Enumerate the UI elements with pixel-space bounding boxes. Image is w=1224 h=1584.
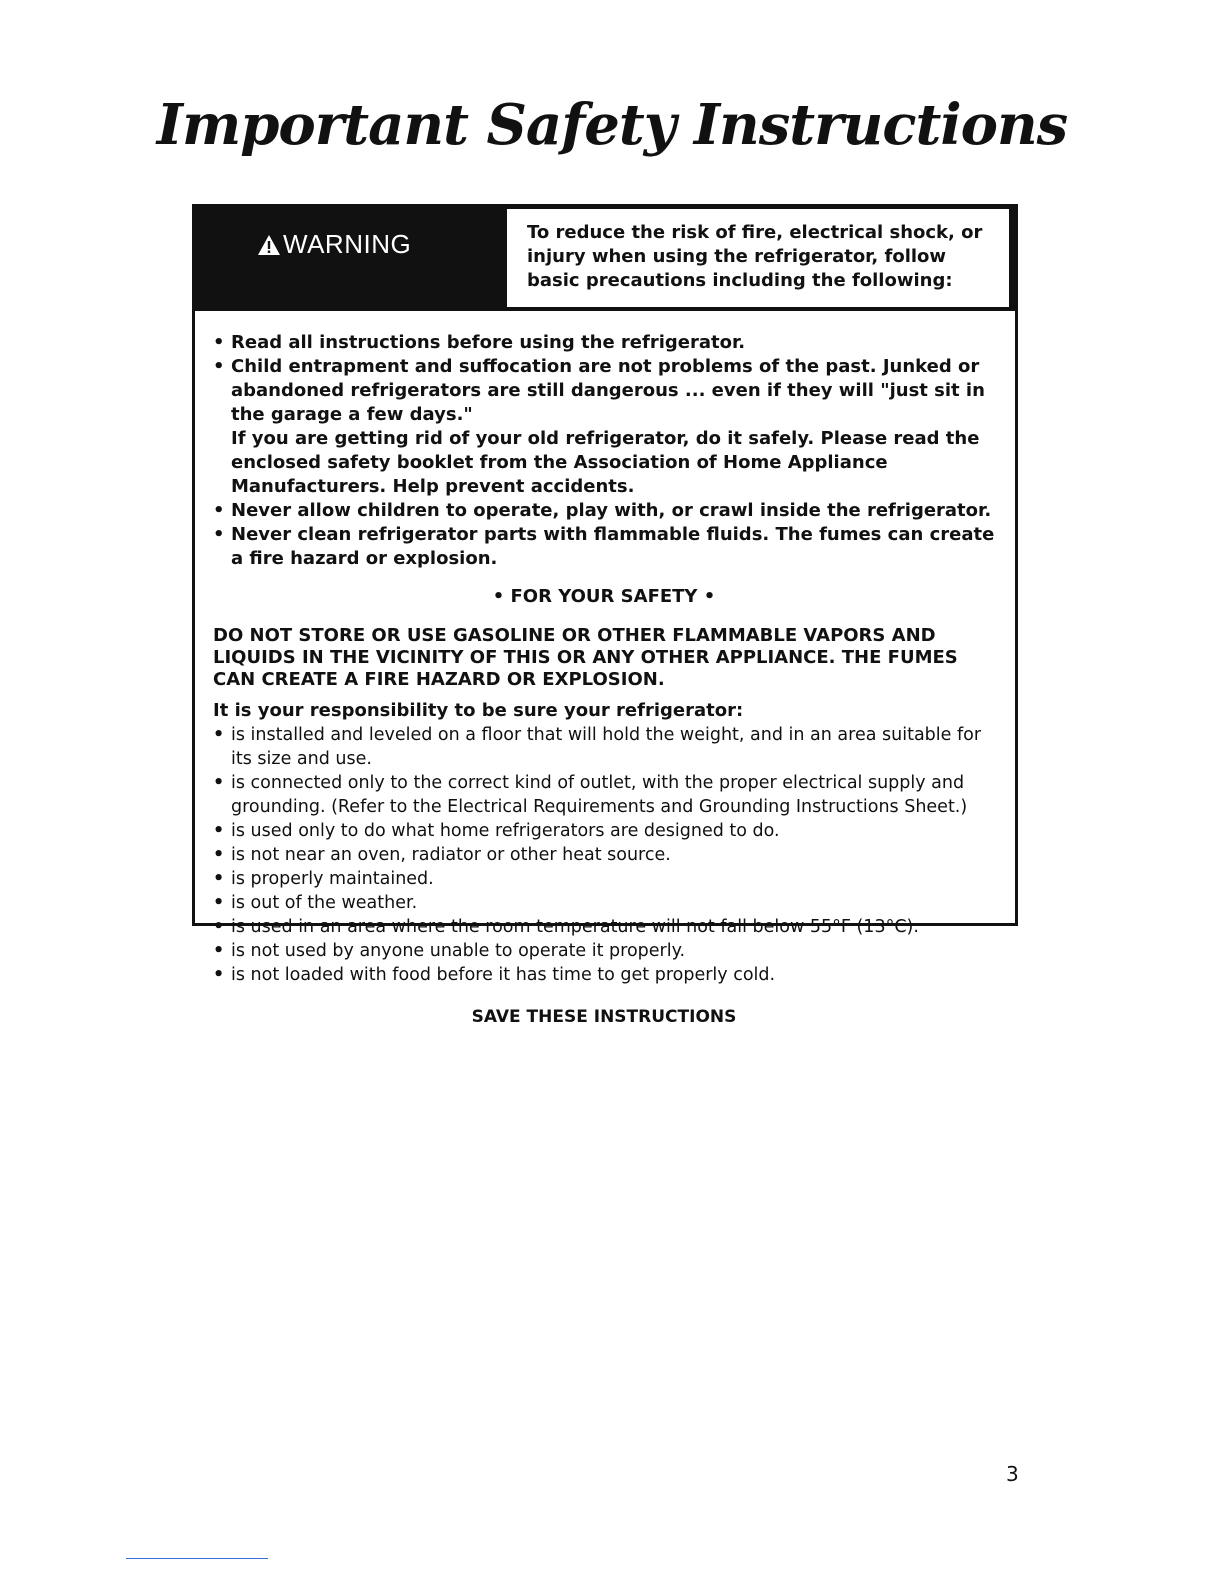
list-item: • is installed and leveled on a floor that will hold the weight, and in an area suitable for its size and use.: [213, 723, 995, 771]
list-item: • Never clean refrigerator parts with flammable fluids. The fumes can create a fire hazard or explosion.: [213, 523, 995, 571]
list-item: • is connected only to the correct kind of outlet, with the proper electrical supply and grounding. (Refer to the Electrical Requirements and Grounding Instructions Sheet.): [213, 771, 995, 819]
responsibility-intro: It is your responsibility to be sure your refrigerator:: [213, 700, 744, 721]
for-your-safety-heading: • FOR YOUR SAFETY •: [492, 586, 716, 607]
warning-banner: [195, 207, 1015, 311]
list-item: • Read all instructions before using the refrigerator.: [213, 331, 995, 355]
list-item: • Child entrapment and suffocation are not problems of the past. Junked or abandoned refrigerators are still dangerous ... even if they will "just sit in the garage a few days." If you are getting rid of your old refrigerator, do it safely. Please read the enclosed safety booklet from the Association of Home Appliance Manufacturers. Help prevent accidents.: [213, 355, 995, 499]
safety-box: [192, 204, 1018, 1027]
warning-triangle-icon: [257, 233, 281, 257]
list-item: • is not used by anyone unable to operate it properly.: [213, 939, 995, 963]
warning-label: [257, 229, 411, 260]
responsibilities-list: [213, 723, 995, 987]
list-item: • Never allow children to operate, play with, or crawl inside the refrigerator.: [213, 499, 995, 523]
page-title: Important Safety Instructions: [156, 92, 1068, 158]
list-item: • is not near an oven, radiator or other heat source.: [213, 843, 995, 867]
precautions-list: [213, 331, 995, 571]
save-instructions: SAVE THESE INSTRUCTIONS: [471, 1007, 737, 1027]
list-item: • is out of the weather.: [213, 891, 995, 915]
warning-text: To reduce the risk of fire, electrical shock, or injury when using the refrigerator, follow basic precautions including the following:: [507, 209, 1009, 307]
safety-content: [213, 331, 995, 1029]
list-item: • is properly maintained.: [213, 867, 995, 891]
warning-label-text: WARNING: [283, 229, 412, 259]
list-item: • is not loaded with food before it has time to get properly cold.: [213, 963, 995, 987]
footer-rule: [126, 1558, 268, 1559]
list-item: • is used only to do what home refrigerators are designed to do.: [213, 819, 995, 843]
list-item: • is used in an area where the room temperature will not fall below 55°F (13°C).: [213, 915, 995, 939]
page-number: 3: [1006, 1462, 1019, 1486]
flammable-vapors-warning: DO NOT STORE OR USE GASOLINE OR OTHER FLAMMABLE VAPORS AND LIQUIDS IN THE VICINITY OF THIS OR ANY OTHER APPLIANCE. THE FUMES CAN CREATE A FIRE HAZARD OR EXPLOSION.: [213, 625, 958, 690]
